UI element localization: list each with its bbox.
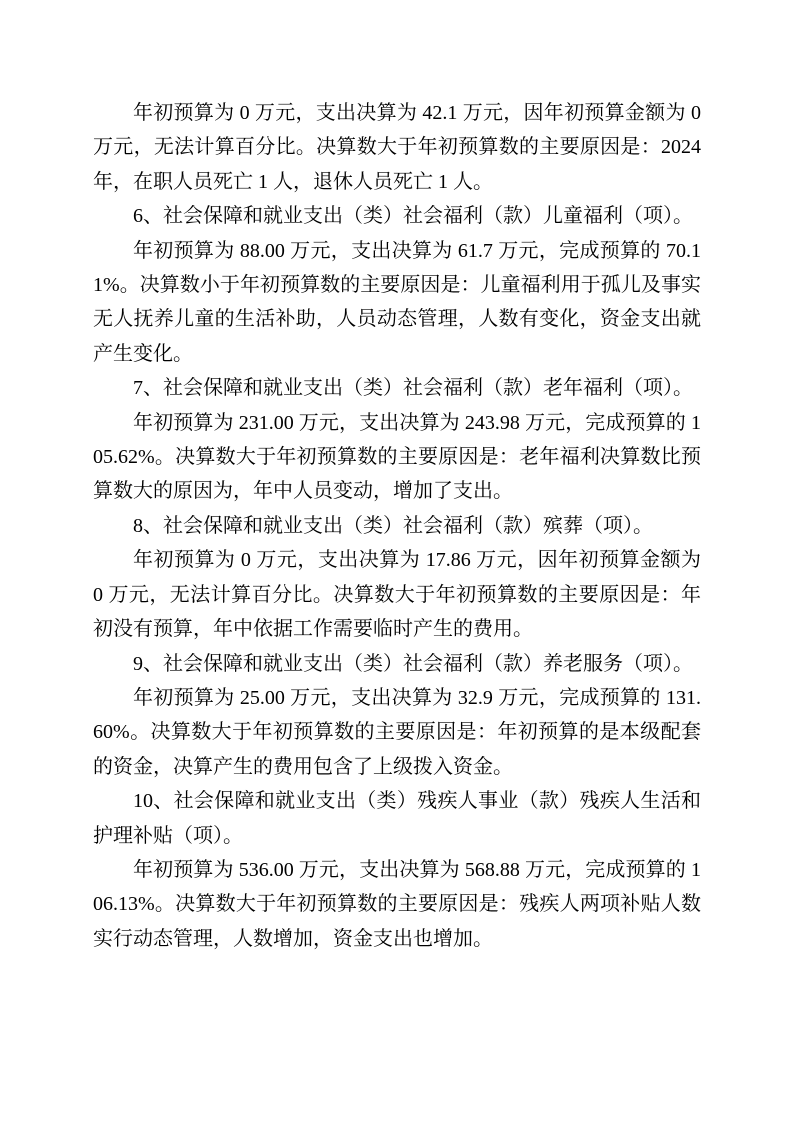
document-body — [93, 96, 701, 956]
item-heading-8: 8、社会保障和就业支出（类）社会福利（款）殡葬（项）。 — [133, 514, 653, 537]
paragraph-item-8: 年初预算为 0 万元，支出决算为 17.86 万元，因年初预算金额为 0 万元，无法计算百分比。决算数大于年初预算数的主要原因是：年初没有预算，年中依据工作需要临时产生的费用。 — [93, 549, 701, 641]
item-heading-10: 10、社会保障和就业支出（类）残疾人事业（款）残疾人生活和护理补贴（项）。 — [93, 790, 701, 847]
paragraph-item-6: 年初预算为 88.00 万元，支出决算为 61.7 万元，完成预算的 70.11%。决算数小于年初预算数的主要原因是：儿童福利用于孤儿及事实无人抚养儿童的生活补助，人员动态管理，人数有变化，资金支出就产生变化。 — [93, 239, 701, 365]
item-heading-9: 9、社会保障和就业支出（类）社会福利（款）养老服务（项）。 — [133, 652, 693, 675]
paragraph-item-9: 年初预算为 25.00 万元，支出决算为 32.9 万元，完成预算的 131.60%。决算数大于年初预算数的主要原因是：年初预算的是本级配套的资金，决算产生的费用包含了上级拨入资金。 — [93, 686, 701, 778]
paragraph-item-7: 年初预算为 231.00 万元，支出决算为 243.98 万元，完成预算的 105.62%。决算数大于年初预算数的主要原因是：老年福利决算数比预算数大的原因为，年中人员变动，增加了支出。 — [93, 411, 701, 503]
paragraph-item-10: 年初预算为 536.00 万元，支出决算为 568.88 万元，完成预算的 106.13%。决算数大于年初预算数的主要原因是：残疾人两项补贴人数实行动态管理，人数增加，资金支出也增加。 — [93, 858, 701, 950]
item-heading-7: 7、社会保障和就业支出（类）社会福利（款）老年福利（项）。 — [133, 377, 693, 400]
paragraph-continuation: 年初预算为 0 万元，支出决算为 42.1 万元，因年初预算金额为 0 万元，无法计算百分比。决算数大于年初预算数的主要原因是：2024 年，在职人员死亡 1 人，退休人员死亡 1 人。 — [93, 102, 701, 193]
item-heading-6: 6、社会保障和就业支出（类）社会福利（款）儿童福利（项）。 — [133, 205, 693, 228]
